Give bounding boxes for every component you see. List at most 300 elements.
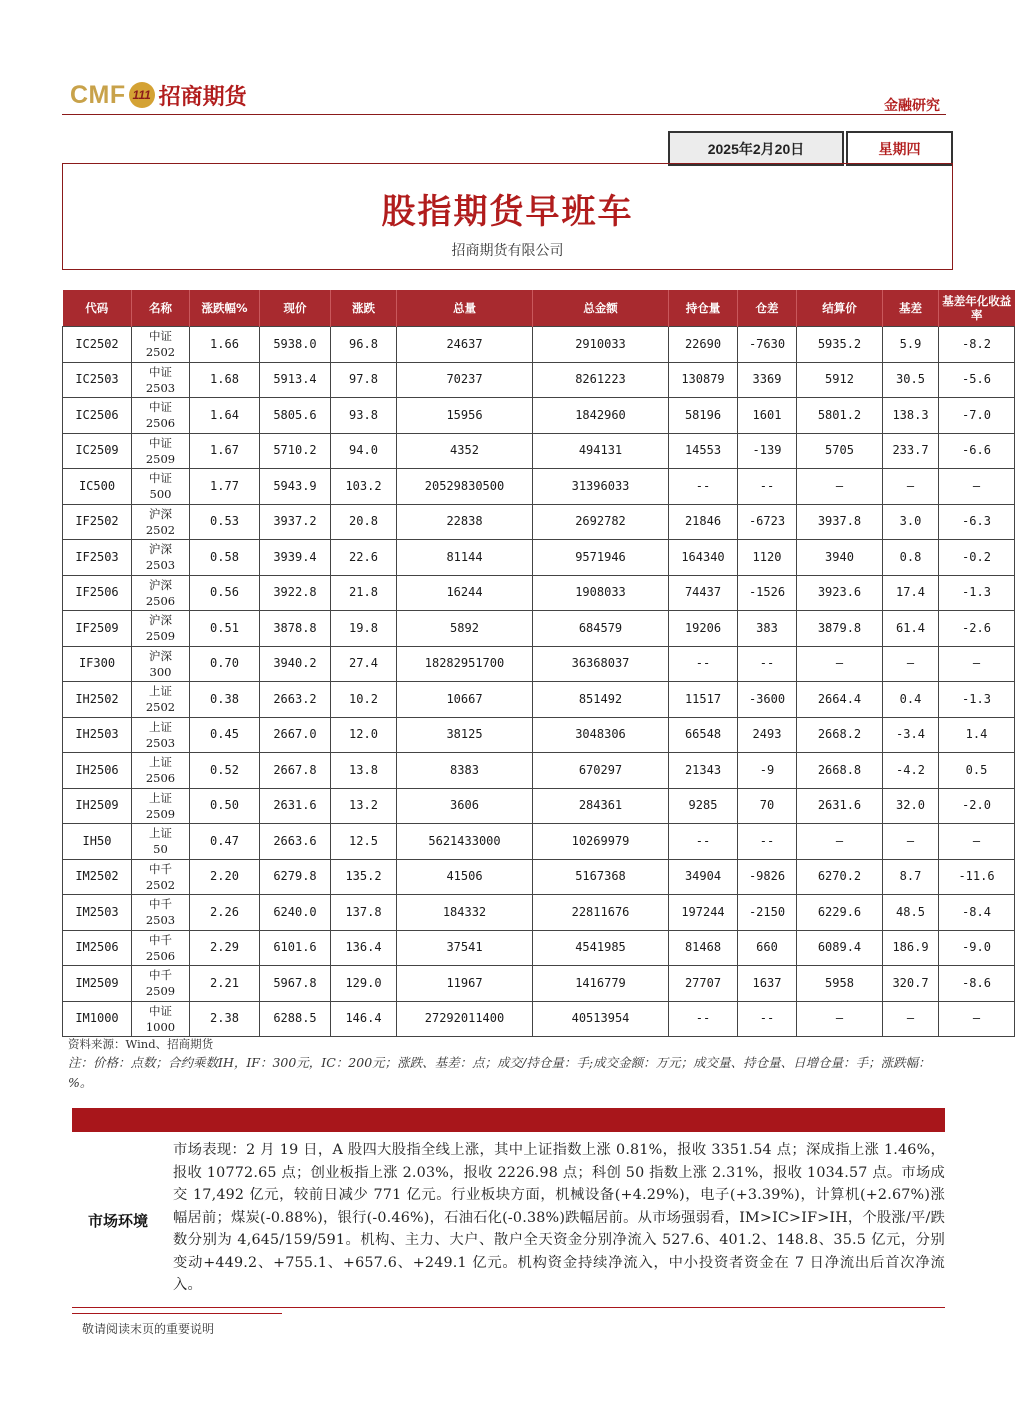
- cell-price: 3940.2: [260, 646, 331, 682]
- report-date: 2025年2月20日: [668, 131, 844, 166]
- cell-code: IH2506: [63, 753, 132, 789]
- cell-settlement: 6229.6: [797, 895, 883, 931]
- cell-settlement: 3937.8: [797, 504, 883, 540]
- cell-settlement: —: [797, 1001, 883, 1037]
- cell-volume: 184332: [397, 895, 533, 931]
- cell-volume: 27292011400: [397, 1001, 533, 1037]
- cell-basis-annual: 0.5: [939, 753, 1015, 789]
- cell-change-pct: 1.64: [190, 398, 260, 434]
- cell-name-line1: 中千: [149, 932, 172, 947]
- cell-code: IH50: [63, 824, 132, 860]
- cell-volume: 4352: [397, 433, 533, 469]
- cell-volume: 11967: [397, 966, 533, 1002]
- market-label: 市场环境: [87, 1212, 148, 1230]
- cell-code: IM2509: [63, 966, 132, 1002]
- cell-open-interest: --: [669, 1001, 738, 1037]
- cell-volume: 5892: [397, 611, 533, 647]
- cell-change: 19.8: [331, 611, 397, 647]
- cell-change: 146.4: [331, 1001, 397, 1037]
- table-row: [63, 966, 1015, 1002]
- cell-price: 3878.8: [260, 611, 331, 647]
- cell-settlement: 6089.4: [797, 930, 883, 966]
- cell-price: 5913.4: [260, 362, 331, 398]
- cell-oi-change: 660: [738, 930, 797, 966]
- cell-basis: -3.4: [883, 717, 939, 753]
- cell-amount: 284361: [533, 788, 669, 824]
- cell-price: 3939.4: [260, 540, 331, 576]
- cell-amount: 494131: [533, 433, 669, 469]
- header-basis: 基差: [883, 290, 939, 327]
- cell-amount: 22811676: [533, 895, 669, 931]
- cell-oi-change: -139: [738, 433, 797, 469]
- cell-name-line2: 50: [153, 842, 168, 857]
- header-amount: 总金额: [533, 290, 669, 327]
- cell-code: IM2502: [63, 859, 132, 895]
- report-title: 股指期货早班车: [381, 192, 634, 232]
- cell-change-pct: 0.38: [190, 682, 260, 718]
- cell-amount: 9571946: [533, 540, 669, 576]
- cell-code: IC2503: [63, 362, 132, 398]
- cell-name-line2: 2506: [145, 948, 176, 963]
- table-row: [63, 575, 1015, 611]
- cell-settlement: —: [797, 646, 883, 682]
- cell-basis: -4.2: [883, 753, 939, 789]
- cell-open-interest: 81468: [669, 930, 738, 966]
- table-note: 注：价格：点数；合约乘数IH，IF：300元，IC：200元；涨跌、基差：点；成交/持仓量：手;成交金额：万元；成交量、持仓量、日增仓量：手；涨跌幅：%。: [68, 1055, 931, 1090]
- cell-volume: 16244: [397, 575, 533, 611]
- cell-oi-change: --: [738, 646, 797, 682]
- cell-name-line2: 2509: [145, 984, 176, 999]
- cell-name: [132, 859, 190, 895]
- cell-oi-change: -6723: [738, 504, 797, 540]
- cell-amount: 31396033: [533, 469, 669, 505]
- cell-price: 6240.0: [260, 895, 331, 931]
- cell-amount: 10269979: [533, 824, 669, 860]
- cell-open-interest: 19206: [669, 611, 738, 647]
- cell-change: 22.6: [331, 540, 397, 576]
- cell-name-line1: 上证: [149, 719, 172, 734]
- cell-open-interest: 21343: [669, 753, 738, 789]
- cell-settlement: 2664.4: [797, 682, 883, 718]
- section-label: 金融研究: [884, 98, 940, 114]
- cell-code: IH2503: [63, 717, 132, 753]
- cell-basis-annual: -1.3: [939, 575, 1015, 611]
- cell-open-interest: 58196: [669, 398, 738, 434]
- cell-name-line1: 上证: [149, 684, 172, 699]
- cell-name-line2: 2503: [145, 380, 176, 395]
- cell-basis-annual: -7.0: [939, 398, 1015, 434]
- cell-change-pct: 2.26: [190, 895, 260, 931]
- cell-name: [132, 575, 190, 611]
- cell-name-line1: 中证: [149, 364, 172, 379]
- cell-basis-annual: -11.6: [939, 859, 1015, 895]
- cell-price: 2667.8: [260, 753, 331, 789]
- company-logo: [70, 78, 247, 112]
- cell-settlement: 5958: [797, 966, 883, 1002]
- cell-settlement: 2668.8: [797, 753, 883, 789]
- cell-code: IF2503: [63, 540, 132, 576]
- cell-change: 13.8: [331, 753, 397, 789]
- table-row: [63, 788, 1015, 824]
- cell-change-pct: 0.50: [190, 788, 260, 824]
- cell-settlement: 3940: [797, 540, 883, 576]
- cell-change-pct: 0.56: [190, 575, 260, 611]
- cell-basis-annual: -6.3: [939, 504, 1015, 540]
- cell-oi-change: 383: [738, 611, 797, 647]
- cell-basis-annual: -1.3: [939, 682, 1015, 718]
- cell-amount: 8261223: [533, 362, 669, 398]
- cell-name-line1: 中证: [149, 329, 172, 344]
- cell-name: [132, 327, 190, 363]
- cell-basis: 186.9: [883, 930, 939, 966]
- cell-change-pct: 1.67: [190, 433, 260, 469]
- cell-name: [132, 540, 190, 576]
- cell-amount: 851492: [533, 682, 669, 718]
- cell-basis: 61.4: [883, 611, 939, 647]
- cell-code: IH2509: [63, 788, 132, 824]
- cell-oi-change: -7630: [738, 327, 797, 363]
- cell-name-line1: 上证: [149, 826, 172, 841]
- section-red-bar: [72, 1108, 945, 1132]
- cell-change: 135.2: [331, 859, 397, 895]
- cell-name: [132, 611, 190, 647]
- cell-name-line1: 中千: [149, 861, 172, 876]
- cell-name-line2: 2506: [145, 416, 176, 431]
- cell-basis-annual: -8.4: [939, 895, 1015, 931]
- cell-oi-change: --: [738, 469, 797, 505]
- header-code: 代码: [63, 290, 132, 327]
- cell-name: [132, 398, 190, 434]
- cell-name-line1: 沪深: [149, 613, 172, 628]
- cell-oi-change: 70: [738, 788, 797, 824]
- cell-basis-annual: —: [939, 824, 1015, 860]
- cell-name-line2: 2509: [145, 629, 176, 644]
- cell-name-line2: 1000: [145, 1019, 176, 1034]
- cell-open-interest: --: [669, 824, 738, 860]
- cell-code: IC2509: [63, 433, 132, 469]
- header-open-interest: 持仓量: [669, 290, 738, 327]
- cell-code: IH2502: [63, 682, 132, 718]
- cell-change: 12.0: [331, 717, 397, 753]
- cell-amount: 1908033: [533, 575, 669, 611]
- cell-volume: 37541: [397, 930, 533, 966]
- cell-settlement: 3923.6: [797, 575, 883, 611]
- cell-name: [132, 646, 190, 682]
- header-change: 涨跌: [331, 290, 397, 327]
- cell-change: 97.8: [331, 362, 397, 398]
- cell-name: [132, 682, 190, 718]
- cell-change-pct: 0.51: [190, 611, 260, 647]
- cell-basis-annual: —: [939, 469, 1015, 505]
- cell-basis-annual: -6.6: [939, 433, 1015, 469]
- cell-open-interest: 11517: [669, 682, 738, 718]
- cell-name-line2: 2503: [145, 735, 176, 750]
- cell-name-line2: 2506: [145, 771, 176, 786]
- cell-price: 5938.0: [260, 327, 331, 363]
- cell-name-line1: 沪深: [149, 506, 172, 521]
- cell-price: 3937.2: [260, 504, 331, 540]
- logo-company-name: 招商期货: [158, 84, 247, 110]
- cell-name-line1: 中证: [149, 435, 172, 450]
- cell-change-pct: 1.66: [190, 327, 260, 363]
- cell-change: 12.5: [331, 824, 397, 860]
- cell-oi-change: -9: [738, 753, 797, 789]
- cell-volume: 3606: [397, 788, 533, 824]
- cell-basis: —: [883, 469, 939, 505]
- cell-code: IC2506: [63, 398, 132, 434]
- header-basis-annual: 基差年化收益率: [939, 290, 1015, 327]
- cell-change: 103.2: [331, 469, 397, 505]
- cell-volume: 24637: [397, 327, 533, 363]
- cell-volume: 10667: [397, 682, 533, 718]
- logo-badge-icon: 111: [129, 82, 155, 108]
- cell-name: [132, 504, 190, 540]
- cell-volume: 81144: [397, 540, 533, 576]
- cell-settlement: 5935.2: [797, 327, 883, 363]
- cell-amount: 1416779: [533, 966, 669, 1002]
- cell-basis: 233.7: [883, 433, 939, 469]
- cell-name: [132, 895, 190, 931]
- cell-code: IC500: [63, 469, 132, 505]
- cell-change-pct: 2.20: [190, 859, 260, 895]
- table-row: [63, 504, 1015, 540]
- cell-basis-annual: -5.6: [939, 362, 1015, 398]
- cell-oi-change: 1637: [738, 966, 797, 1002]
- cell-volume: 20529830500: [397, 469, 533, 505]
- cell-change-pct: 0.52: [190, 753, 260, 789]
- cell-name: [132, 788, 190, 824]
- cell-price: 6288.5: [260, 1001, 331, 1037]
- cell-change: 129.0: [331, 966, 397, 1002]
- cell-oi-change: 3369: [738, 362, 797, 398]
- cell-amount: 4541985: [533, 930, 669, 966]
- cell-volume: 5621433000: [397, 824, 533, 860]
- cell-change: 93.8: [331, 398, 397, 434]
- cell-change-pct: 2.29: [190, 930, 260, 966]
- cell-oi-change: 1120: [738, 540, 797, 576]
- cell-settlement: 2668.2: [797, 717, 883, 753]
- cell-name-line2: 2503: [145, 913, 176, 928]
- header-volume: 总量: [397, 290, 533, 327]
- table-row: [63, 1001, 1015, 1037]
- cell-amount: 670297: [533, 753, 669, 789]
- cell-settlement: 5912: [797, 362, 883, 398]
- cell-amount: 684579: [533, 611, 669, 647]
- cell-change: 137.8: [331, 895, 397, 931]
- cell-open-interest: --: [669, 646, 738, 682]
- cell-open-interest: 9285: [669, 788, 738, 824]
- header-divider: [62, 114, 946, 115]
- table-row: [63, 327, 1015, 363]
- cell-price: 5967.8: [260, 966, 331, 1002]
- cell-name-line1: 中证: [149, 400, 172, 415]
- cell-open-interest: 130879: [669, 362, 738, 398]
- cell-name-line1: 沪深: [149, 542, 172, 557]
- cell-amount: 2692782: [533, 504, 669, 540]
- cell-name: [132, 717, 190, 753]
- cell-open-interest: 22690: [669, 327, 738, 363]
- cell-open-interest: 66548: [669, 717, 738, 753]
- cell-change: 94.0: [331, 433, 397, 469]
- cell-change-pct: 1.77: [190, 469, 260, 505]
- cell-oi-change: -2150: [738, 895, 797, 931]
- cell-basis-annual: -0.2: [939, 540, 1015, 576]
- cell-code: IF2506: [63, 575, 132, 611]
- cell-code: IF300: [63, 646, 132, 682]
- cell-amount: 5167368: [533, 859, 669, 895]
- cell-code: IM2506: [63, 930, 132, 966]
- cell-price: 5943.9: [260, 469, 331, 505]
- cell-change: 13.2: [331, 788, 397, 824]
- header-oi-change: 仓差: [738, 290, 797, 327]
- cell-basis: —: [883, 1001, 939, 1037]
- cell-change: 27.4: [331, 646, 397, 682]
- cell-amount: 3048306: [533, 717, 669, 753]
- market-text: 市场表现：2 月 19 日，A 股四大股指全线上涨，其中上证指数上涨 0.81%，报收 3351.54 点；深成指上涨 1.46%，报收 10772.65 点；创业板指上涨 2.03%，报收 2226.98 点；科创 50 指数上涨 2.31%，报收 1034.57 点。市场成交 17,492 亿元，较前日减少 771 亿元。行业板块方面，机械设备(+4.29%)，电子(+3.39%)，计算机(+2.67%)涨幅居前；煤炭(-0.88%)，银行(-0.46%)，石油石化(-0.38%)跌幅居前。从市场强弱看，IM>IC>IF>IH，个股涨/平/跌数分别为 4,645/159/591。机构、主力、大户、散户全天资金分别净流入 527.6、401.2、148.8、35.5 亿元，分别变动+449.2、+755.1、+657.6、+249.1 亿元。机构资金持续净流入，中小投资者资金在 7 日净流出后首次净流入。: [173, 1142, 945, 1293]
- cell-basis: 3.0: [883, 504, 939, 540]
- bottom-divider: [72, 1307, 945, 1308]
- cell-volume: 18282951700: [397, 646, 533, 682]
- title-box: [62, 163, 953, 270]
- cell-name: [132, 433, 190, 469]
- table-row: [63, 540, 1015, 576]
- table-row: [63, 469, 1015, 505]
- cell-basis: —: [883, 824, 939, 860]
- cell-name-line1: 中证: [149, 1003, 172, 1018]
- cell-name-line2: 2509: [145, 806, 176, 821]
- table-row: [63, 753, 1015, 789]
- table-row: [63, 895, 1015, 931]
- cell-name-line2: 500: [149, 487, 172, 502]
- cell-change-pct: 0.53: [190, 504, 260, 540]
- cell-price: 5710.2: [260, 433, 331, 469]
- cell-name: [132, 362, 190, 398]
- cell-code: IF2509: [63, 611, 132, 647]
- cell-change-pct: 0.58: [190, 540, 260, 576]
- cell-change: 136.4: [331, 930, 397, 966]
- cell-price: 2667.0: [260, 717, 331, 753]
- cell-change-pct: 0.70: [190, 646, 260, 682]
- cell-basis-annual: -9.0: [939, 930, 1015, 966]
- cell-change-pct: 2.38: [190, 1001, 260, 1037]
- cell-code: IF2502: [63, 504, 132, 540]
- cell-basis-annual: 1.4: [939, 717, 1015, 753]
- cell-basis: 8.7: [883, 859, 939, 895]
- cell-name-line2: 2502: [145, 522, 176, 537]
- cell-open-interest: 34904: [669, 859, 738, 895]
- cell-change-pct: 0.47: [190, 824, 260, 860]
- cell-basis: 0.4: [883, 682, 939, 718]
- cell-basis: 320.7: [883, 966, 939, 1002]
- cell-basis: 48.5: [883, 895, 939, 931]
- cell-name-line1: 上证: [149, 755, 172, 770]
- cell-code: IM2503: [63, 895, 132, 931]
- table-row: [63, 646, 1015, 682]
- cell-basis-annual: —: [939, 1001, 1015, 1037]
- table-row: [63, 859, 1015, 895]
- table-row: [63, 398, 1015, 434]
- cell-name-line1: 中千: [149, 897, 172, 912]
- table-row: [63, 717, 1015, 753]
- cell-basis: 138.3: [883, 398, 939, 434]
- cell-settlement: 2631.6: [797, 788, 883, 824]
- header-price: 现价: [260, 290, 331, 327]
- cell-open-interest: --: [669, 469, 738, 505]
- cell-amount: 1842960: [533, 398, 669, 434]
- cell-name-line1: 中千: [149, 968, 172, 983]
- cell-oi-change: --: [738, 1001, 797, 1037]
- table-row: [63, 682, 1015, 718]
- cell-name-line1: 上证: [149, 790, 172, 805]
- data-source: 资料来源：Wind、招商期货: [68, 1037, 214, 1051]
- cell-change: 96.8: [331, 327, 397, 363]
- futures-quote-table: [62, 290, 1015, 1037]
- table-row: [63, 824, 1015, 860]
- cell-open-interest: 14553: [669, 433, 738, 469]
- cell-name: [132, 930, 190, 966]
- cell-name-line1: 沪深: [149, 577, 172, 592]
- cell-name-line2: 2502: [145, 345, 176, 360]
- cell-basis: 0.8: [883, 540, 939, 576]
- cell-volume: 41506: [397, 859, 533, 895]
- report-weekday: 星期四: [846, 131, 953, 166]
- table-row: [63, 362, 1015, 398]
- cell-price: 2663.2: [260, 682, 331, 718]
- cell-open-interest: 164340: [669, 540, 738, 576]
- cell-change-pct: 2.21: [190, 966, 260, 1002]
- cell-price: 6101.6: [260, 930, 331, 966]
- cell-volume: 22838: [397, 504, 533, 540]
- cell-name: [132, 469, 190, 505]
- cell-change-pct: 0.45: [190, 717, 260, 753]
- cell-open-interest: 197244: [669, 895, 738, 931]
- cell-amount: 2910033: [533, 327, 669, 363]
- logo-text: CMF: [70, 80, 126, 109]
- cell-name-line1: 沪深: [149, 648, 172, 663]
- cell-settlement: 5705: [797, 433, 883, 469]
- cell-settlement: 3879.8: [797, 611, 883, 647]
- cell-volume: 38125: [397, 717, 533, 753]
- table-row: [63, 611, 1015, 647]
- report-company: 招商期货有限公司: [451, 243, 564, 259]
- cell-amount: 36368037: [533, 646, 669, 682]
- cell-settlement: 6270.2: [797, 859, 883, 895]
- cell-change-pct: 1.68: [190, 362, 260, 398]
- cell-code: IC2502: [63, 327, 132, 363]
- cell-name: [132, 824, 190, 860]
- cell-settlement: —: [797, 469, 883, 505]
- header-settlement: 结算价: [797, 290, 883, 327]
- cell-oi-change: -3600: [738, 682, 797, 718]
- cell-oi-change: -1526: [738, 575, 797, 611]
- cell-change: 21.8: [331, 575, 397, 611]
- cell-basis-annual: -2.0: [939, 788, 1015, 824]
- cell-oi-change: --: [738, 824, 797, 860]
- table-row: [63, 930, 1015, 966]
- cell-oi-change: 2493: [738, 717, 797, 753]
- cell-basis: 17.4: [883, 575, 939, 611]
- cell-basis: —: [883, 646, 939, 682]
- cell-basis-annual: -8.6: [939, 966, 1015, 1002]
- cell-basis: 30.5: [883, 362, 939, 398]
- cell-amount: 40513954: [533, 1001, 669, 1037]
- cell-name-line2: 2509: [145, 451, 176, 466]
- header-name: 名称: [132, 290, 190, 327]
- cell-price: 5805.6: [260, 398, 331, 434]
- cell-name: [132, 966, 190, 1002]
- cell-name-line2: 2503: [145, 558, 176, 573]
- cell-name-line2: 300: [149, 664, 172, 679]
